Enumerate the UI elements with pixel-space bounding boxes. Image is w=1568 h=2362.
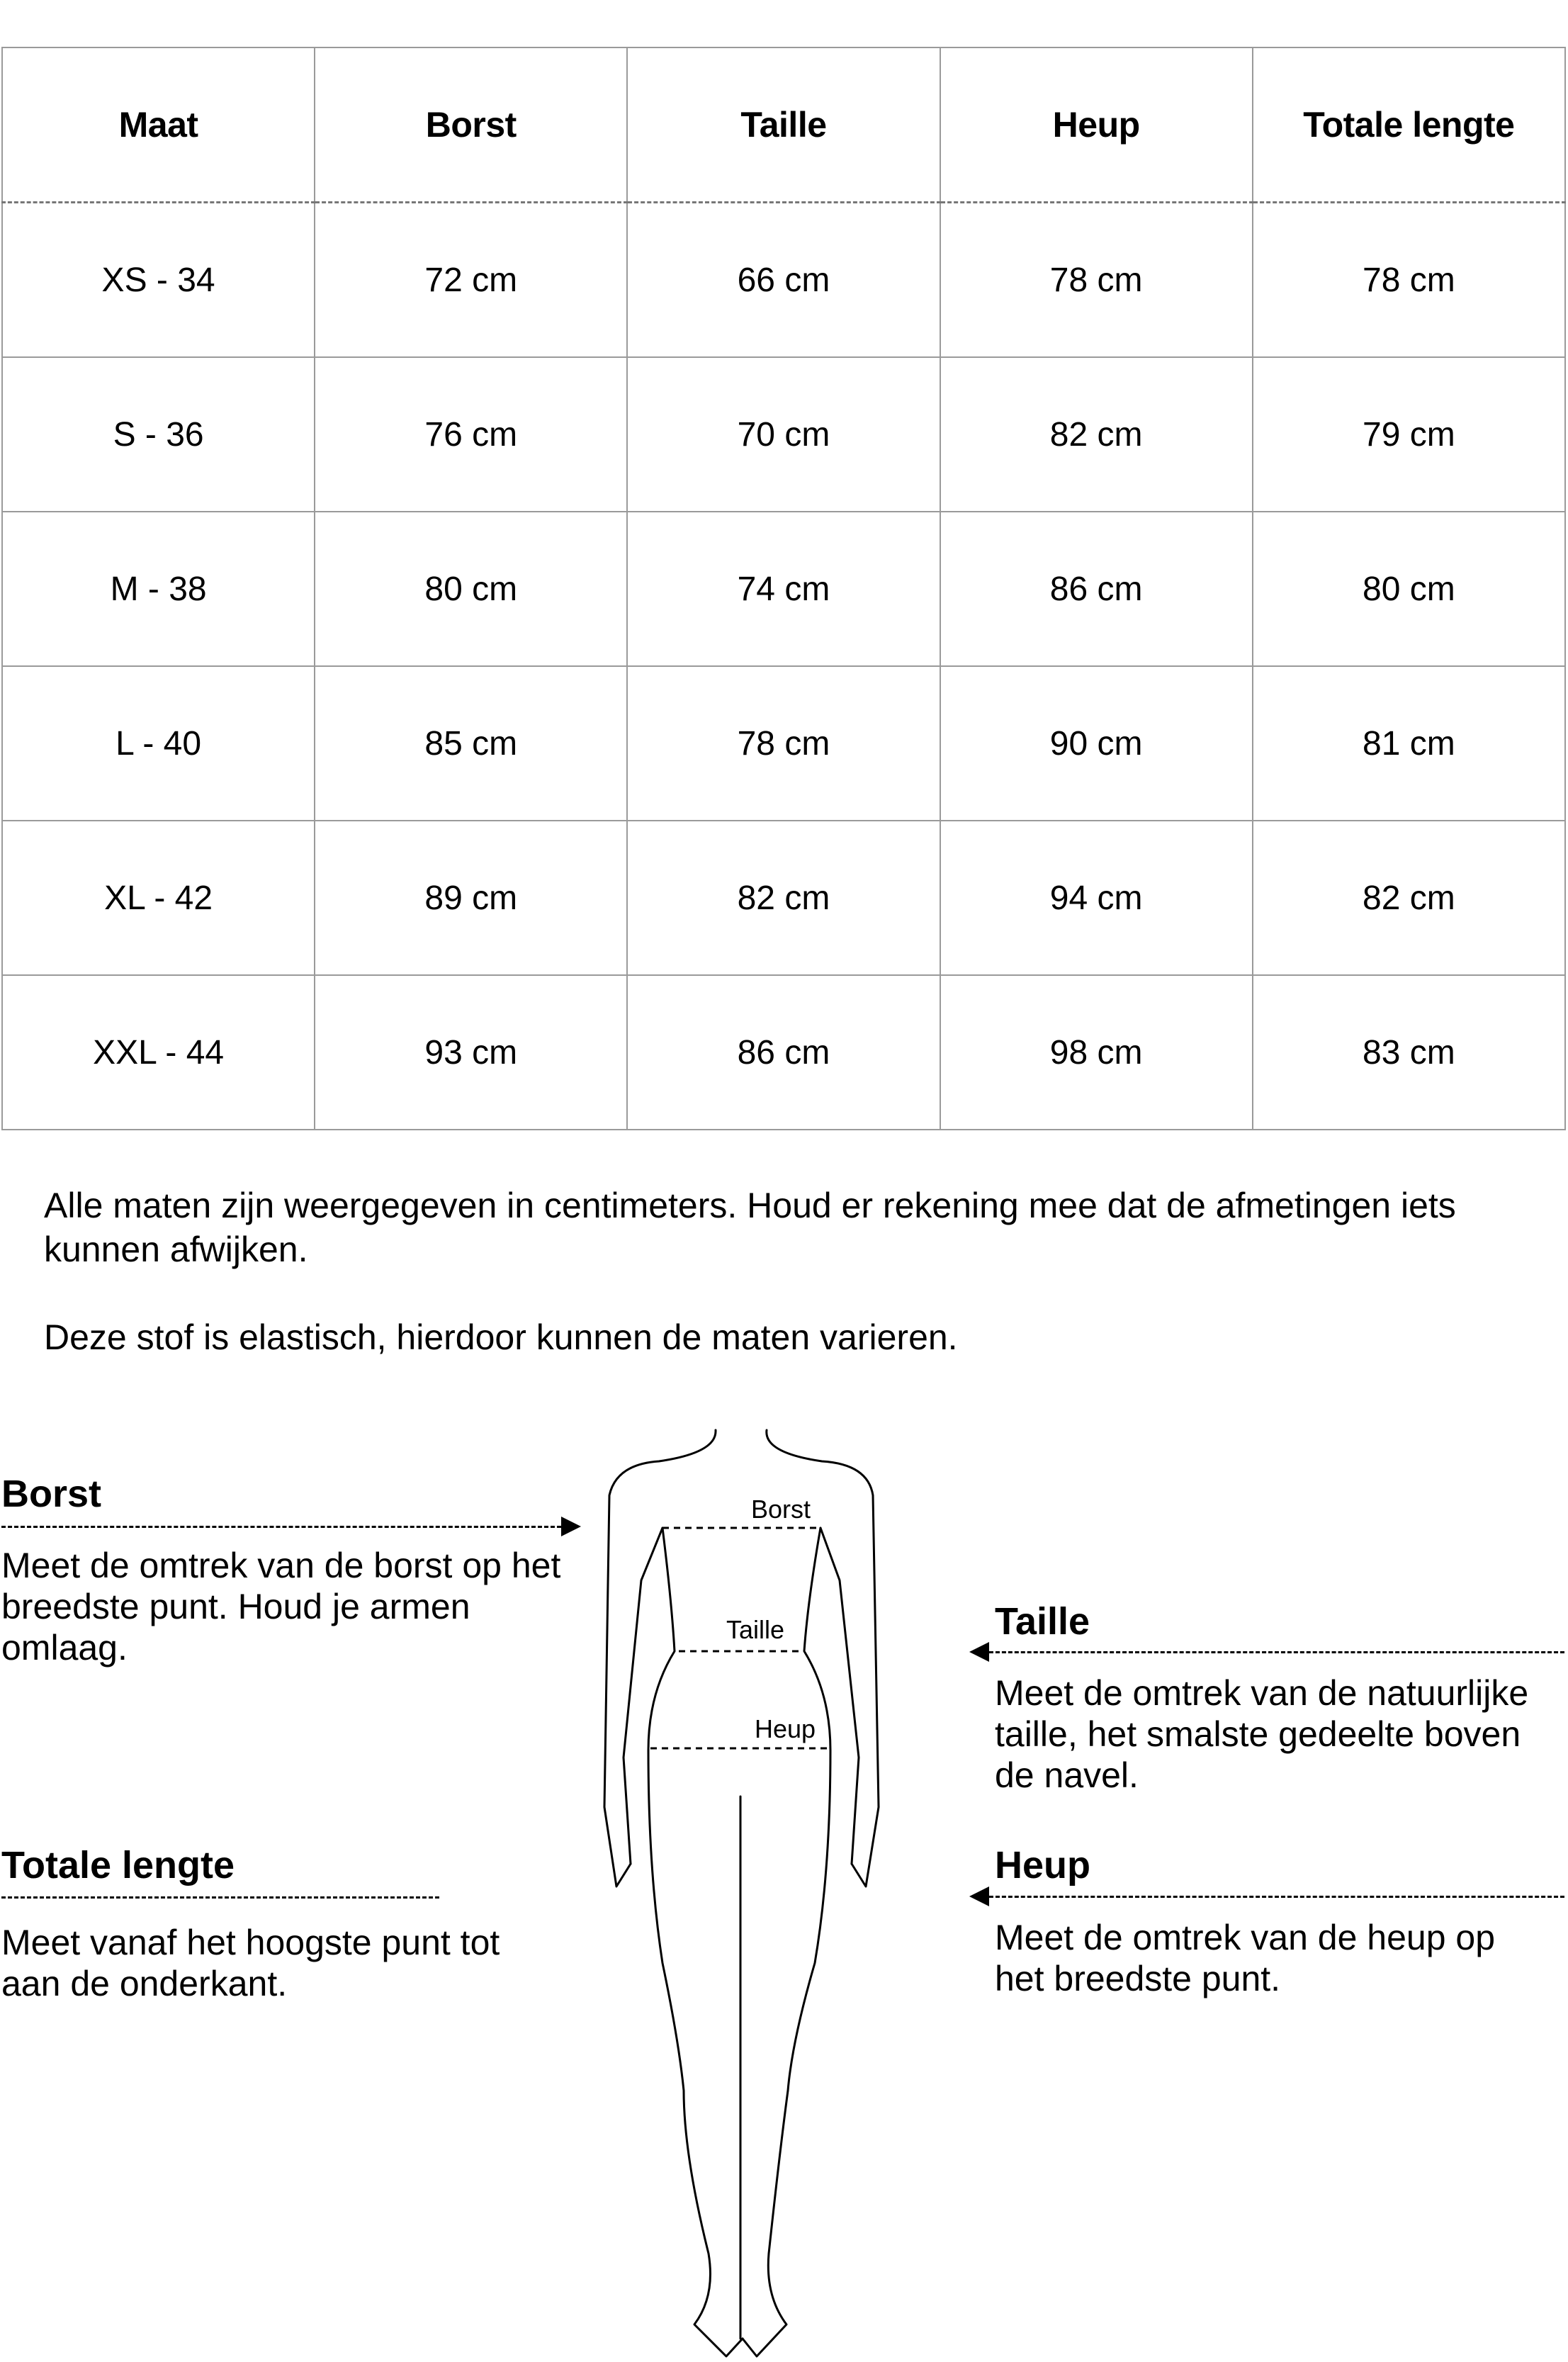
- guide-taille-title: Taille: [995, 1600, 1090, 1643]
- cell-taille: 74 cm: [627, 512, 940, 666]
- header-totale-lengte: Totale lengte: [1253, 47, 1565, 203]
- cell-maat: L - 40: [2, 666, 315, 821]
- guide-totale-lengte-desc-block: [1, 1922, 554, 2004]
- guide-heup-dash-line: [989, 1896, 1564, 1898]
- cell-heup: 94 cm: [940, 821, 1253, 975]
- guide-taille-desc-block: [995, 1672, 1547, 1796]
- guide-taille-dash-line: [989, 1651, 1564, 1653]
- cell-heup: 98 cm: [940, 975, 1253, 1130]
- cell-taille: 70 cm: [627, 357, 940, 512]
- note-elastic: Deze stof is elastisch, hierdoor kunnen de maten varieren.: [44, 1317, 958, 1357]
- table-row: [2, 821, 1565, 975]
- cell-borst: 85 cm: [315, 666, 627, 821]
- table-row: [2, 975, 1565, 1130]
- table-header-row: [2, 47, 1565, 203]
- guide-taille-desc: Meet de omtrek van de natuurlijke taille, het smalste gedeelte boven de navel.: [995, 1673, 1529, 1795]
- guide-borst-desc-block: [1, 1545, 561, 1668]
- guide-borst-dash-line: [1, 1526, 561, 1528]
- cell-maat: XS - 34: [2, 203, 315, 358]
- guide-taille: [995, 1600, 1547, 1643]
- guide-heup-arrow-icon: [969, 1886, 989, 1906]
- guide-heup-desc: Meet de omtrek van de heup op het breedste punt.: [995, 1918, 1496, 1998]
- cell-taille: 82 cm: [627, 821, 940, 975]
- notes: [44, 1183, 1532, 1359]
- cell-maat: XXL - 44: [2, 975, 315, 1130]
- header-taille: Taille: [627, 47, 940, 203]
- cell-maat: M - 38: [2, 512, 315, 666]
- cell-totale-lengte: 78 cm: [1253, 203, 1565, 358]
- table-row: [2, 357, 1565, 512]
- figure-label-heup: Heup: [755, 1714, 816, 1743]
- cell-totale-lengte: 83 cm: [1253, 975, 1565, 1130]
- cell-taille: 78 cm: [627, 666, 940, 821]
- guide-heup: [995, 1844, 1547, 1886]
- table-row: [2, 666, 1565, 821]
- header-maat: Maat: [2, 47, 315, 203]
- cell-borst: 93 cm: [315, 975, 627, 1130]
- guide-totale-lengte: [1, 1844, 568, 1886]
- table-row: [2, 203, 1565, 358]
- figure-label-borst: Borst: [751, 1495, 811, 1524]
- cell-totale-lengte: 80 cm: [1253, 512, 1565, 666]
- guide-totale-lengte-dash-line: [1, 1896, 439, 1899]
- guide-borst-arrow-icon: [561, 1517, 581, 1536]
- cell-borst: 76 cm: [315, 357, 627, 512]
- figure-outline-right-arm-inner: [820, 1528, 859, 1864]
- cell-borst: 89 cm: [315, 821, 627, 975]
- cell-heup: 86 cm: [940, 512, 1253, 666]
- cell-heup: 90 cm: [940, 666, 1253, 821]
- header-heup: Heup: [940, 47, 1253, 203]
- cell-maat: XL - 42: [2, 821, 315, 975]
- size-table: [1, 47, 1566, 1130]
- guide-heup-title: Heup: [995, 1844, 1090, 1886]
- guide-borst: [1, 1473, 568, 1515]
- figure-outline-left-arm-inner: [624, 1528, 662, 1864]
- cell-maat: S - 36: [2, 357, 315, 512]
- guide-taille-arrow-icon: [969, 1642, 989, 1662]
- cell-heup: 82 cm: [940, 357, 1253, 512]
- guide-totale-lengte-title: Totale lengte: [1, 1844, 235, 1886]
- guide-heup-desc-block: [995, 1917, 1547, 1999]
- cell-totale-lengte: 82 cm: [1253, 821, 1565, 975]
- cell-taille: 86 cm: [627, 975, 940, 1130]
- table-row: [2, 512, 1565, 666]
- cell-heup: 78 cm: [940, 203, 1253, 358]
- guide-borst-desc: Meet de omtrek van de borst op het breedste punt. Houd je armen omlaag.: [1, 1546, 561, 1668]
- figure-label-taille: Taille: [726, 1615, 785, 1644]
- cell-borst: 80 cm: [315, 512, 627, 666]
- guide-totale-lengte-desc: Meet vanaf het hoogste punt tot aan de onderkant.: [1, 1923, 500, 2003]
- cell-totale-lengte: 81 cm: [1253, 666, 1565, 821]
- cell-borst: 72 cm: [315, 203, 627, 358]
- cell-taille: 66 cm: [627, 203, 940, 358]
- guide-borst-title: Borst: [1, 1473, 102, 1515]
- header-borst: Borst: [315, 47, 627, 203]
- cell-totale-lengte: 79 cm: [1253, 357, 1565, 512]
- note-measurements: Alle maten zijn weergegeven in centimeters. Houd er rekening mee dat de afmetingen iets kunnen afwijken.: [44, 1186, 1456, 1269]
- figure-outline-left-shoulder: [604, 1430, 716, 1886]
